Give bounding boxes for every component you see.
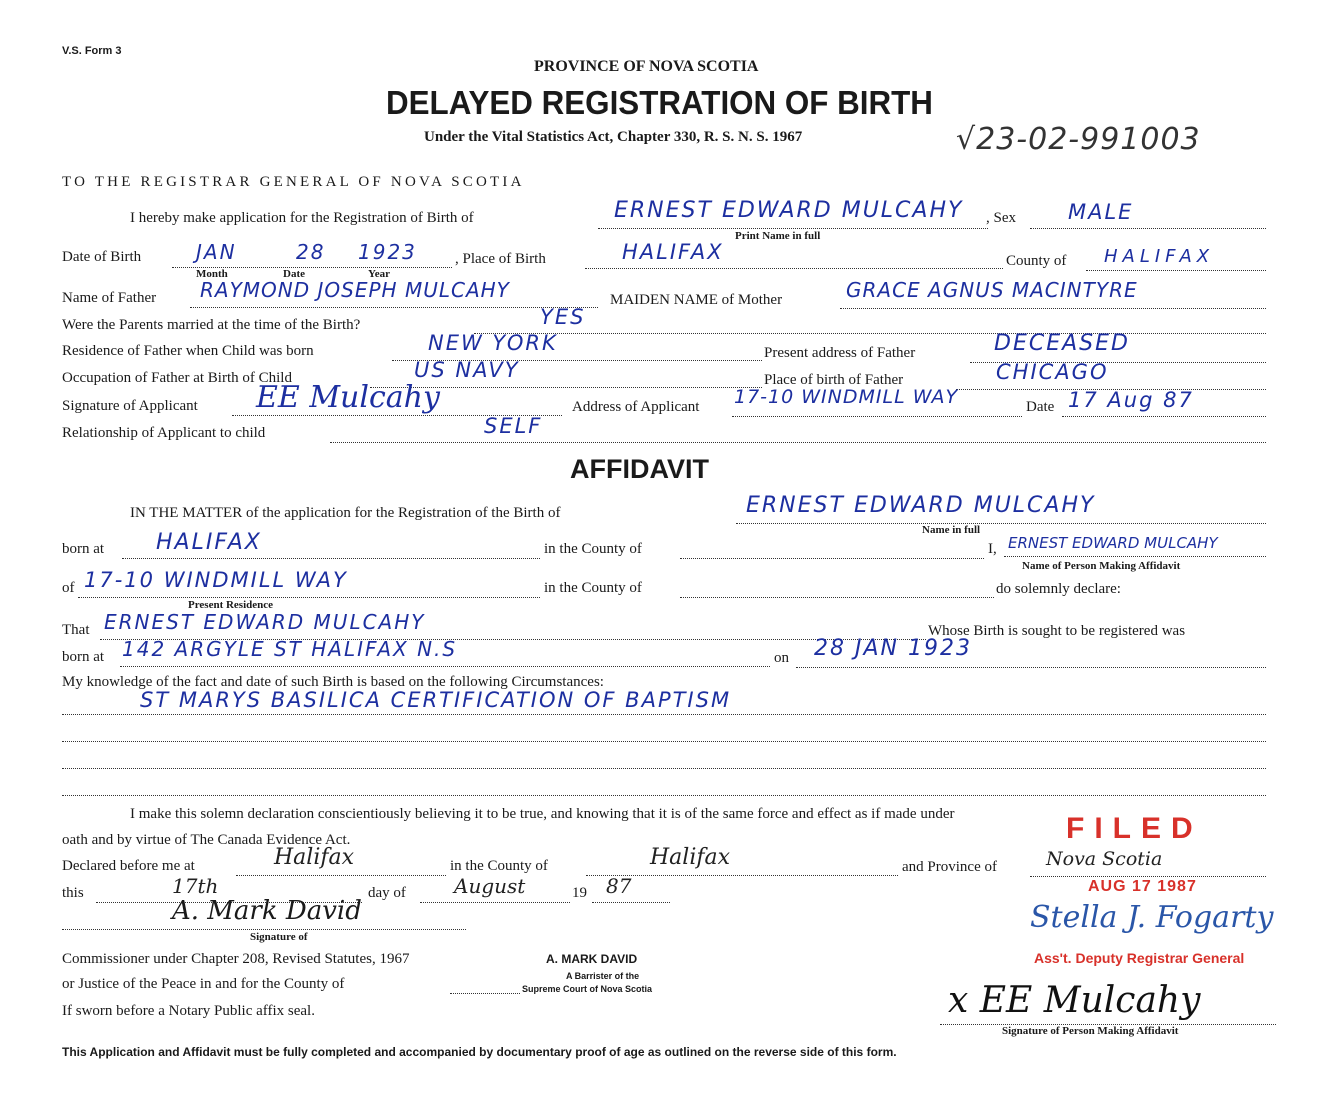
place-value: HALIFAX xyxy=(622,240,724,264)
month-line xyxy=(420,902,570,903)
dob-label: Date of Birth xyxy=(62,249,142,265)
married-value: YES xyxy=(540,305,586,329)
month-value: August xyxy=(454,874,526,898)
solemn-text-1: I make this solemn declaration conscientiously believing it to be true, and knowing that it is of the same force and effect as if made under xyxy=(130,806,955,822)
declarant-value: ERNEST EDWARD MULCAHY xyxy=(1008,534,1218,552)
in-county-line-2 xyxy=(680,597,994,598)
signature-of-note: Signature of xyxy=(250,931,308,943)
justice-line xyxy=(450,993,520,994)
dob-year: 1923 xyxy=(358,240,417,264)
married-label: Were the Parents married at the time of the Birth? xyxy=(62,317,361,333)
born-at-value: HALIFAX xyxy=(156,530,262,555)
affiant-signature: x EE Mulcahy xyxy=(948,980,1201,1021)
declarant-note: Name of Person Making Affidavit xyxy=(1022,560,1181,572)
declared-county-line xyxy=(586,875,898,876)
that-name: ERNEST EDWARD MULCAHY xyxy=(104,610,426,634)
affidavit-heading: AFFIDAVIT xyxy=(570,454,709,484)
matter-name: ERNEST EDWARD MULCAHY xyxy=(746,493,1096,518)
commissioner-text: Commissioner under Chapter 208, Revised Statutes, 1967 xyxy=(62,951,410,967)
filed-date: AUG 17 1987 xyxy=(1088,878,1197,895)
this-label: this xyxy=(62,885,84,901)
relationship-line xyxy=(330,442,1266,443)
matter-line xyxy=(736,523,1266,524)
county-value: HALIFAX xyxy=(1104,246,1215,267)
on-line xyxy=(796,667,1266,668)
circumstances-line-3 xyxy=(62,768,1266,769)
filed-stamp: FILED xyxy=(1066,812,1203,845)
knowledge-label: My knowledge of the fact and date of such Birth is based on the following Circumstances: xyxy=(62,674,604,690)
applicant-signature: EE Mulcahy xyxy=(256,380,440,415)
signature-label: Signature of Applicant xyxy=(62,398,198,414)
dob-month: JAN xyxy=(196,240,237,264)
subtitle: Under the Vital Statistics Act, Chapter 330, R. S. N. S. 1967 xyxy=(424,129,803,145)
county-label-2: in the County of xyxy=(450,858,548,874)
born-at-label-2: born at xyxy=(62,649,105,665)
in-county-label-2: in the County of xyxy=(544,580,642,596)
of-label: of xyxy=(62,580,75,596)
print-name-note: Print Name in full xyxy=(735,230,821,242)
stamp-name: A. MARK DAVID xyxy=(546,952,638,966)
declarant-line xyxy=(1004,556,1266,557)
circumstances-value: ST MARYS BASILICA CERTIFICATION OF BAPTISM xyxy=(140,688,732,712)
declared-county-value: Halifax xyxy=(650,845,731,870)
province-heading: PROVINCE OF NOVA SCOTIA xyxy=(534,58,759,75)
mother-label: MAIDEN NAME of Mother xyxy=(610,292,783,308)
place-line xyxy=(585,268,1003,269)
father-line xyxy=(190,307,598,308)
declared-province-value: Nova Scotia xyxy=(1046,848,1163,870)
mother-value: GRACE AGNUS MACINTYRE xyxy=(846,278,1138,302)
intro-label: I hereby make application for the Registration of Birth of xyxy=(130,210,474,226)
year-suffix: 87 xyxy=(606,874,632,898)
father-label: Name of Father xyxy=(62,290,157,306)
justice-text: or Justice of the Peace in and for the County of xyxy=(62,976,345,992)
born-at-value-2: 142 ARGYLE ST HALIFAX N.S xyxy=(122,637,458,661)
residence-line xyxy=(78,597,540,598)
county-line xyxy=(1086,270,1266,271)
province-line xyxy=(1030,876,1266,877)
born-on-value: 28 JAN 1923 xyxy=(814,636,972,661)
residence-note: Present Residence xyxy=(188,599,274,611)
form-number: V.S. Form 3 xyxy=(62,45,122,57)
in-county-label: in the County of xyxy=(544,541,642,557)
born-at-line-2 xyxy=(120,666,770,667)
declared-label: Declared before me at xyxy=(62,858,195,874)
father-value: RAYMOND JOSEPH MULCAHY xyxy=(200,278,510,302)
born-at-label: born at xyxy=(62,541,105,557)
stamp-line-1: A Barrister of the xyxy=(566,971,640,981)
present-address-label: Present address of Father xyxy=(764,345,916,361)
commissioner-signature-line xyxy=(62,929,466,930)
name-in-full-note: Name in full xyxy=(922,524,981,536)
child-name: ERNEST EDWARD MULCAHY xyxy=(614,198,964,223)
relationship-value: SELF xyxy=(484,414,543,438)
present-address-value: DECEASED xyxy=(994,331,1130,356)
declared-line xyxy=(236,875,446,876)
occupation-value: US NAVY xyxy=(414,358,520,382)
place-label: , Place of Birth xyxy=(455,251,546,267)
commissioner-signature: A. Mark David xyxy=(172,896,362,926)
dob-date: 28 xyxy=(296,240,326,264)
registrar-title: Ass't. Deputy Registrar General xyxy=(1034,950,1245,966)
circumstances-line-2 xyxy=(62,741,1266,742)
circumstances-line-4 xyxy=(62,795,1266,796)
date-line xyxy=(1062,416,1266,417)
circumstances-line-1 xyxy=(62,714,1266,715)
relationship-label: Relationship of Applicant to child xyxy=(62,425,266,441)
residence-label: Residence of Father when Child was born xyxy=(62,343,314,359)
i-label: I, xyxy=(988,541,997,557)
year-prefix: 19 xyxy=(572,885,587,901)
residence-value: NEW YORK xyxy=(428,331,558,355)
applicant-address-value: 17-10 WINDMILL WAY xyxy=(734,386,959,408)
registrar-signature: Stella J. Fogarty xyxy=(1030,900,1274,935)
footer-note: This Application and Affidavit must be fully completed and accompanied by documentary proof of age as outlined on the reverse side of this form. xyxy=(62,1045,897,1059)
sex-value: MALE xyxy=(1068,200,1134,224)
county-label: County of xyxy=(1006,253,1067,269)
mother-line xyxy=(840,308,1266,309)
notary-text: If sworn before a Notary Public affix seal. xyxy=(62,1003,315,1019)
matter-text: IN THE MATTER of the application for the Registration of the Birth of xyxy=(130,505,561,521)
father-birthplace-label: Place of birth of Father xyxy=(764,372,904,388)
in-county-line xyxy=(680,558,984,559)
year-note: Year xyxy=(368,268,390,280)
born-at-line xyxy=(122,558,540,559)
page-title: DELAYED REGISTRATION OF BIRTH xyxy=(386,84,933,121)
occupation-label: Occupation of Father at Birth of Child xyxy=(62,370,292,386)
solemn-text-2: oath and by virtue of The Canada Evidence Act. xyxy=(62,832,351,848)
date-label: Date xyxy=(1026,399,1055,415)
married-line xyxy=(474,333,1266,334)
applicant-address-label: Address of Applicant xyxy=(572,399,700,415)
father-birthplace-value: CHICAGO xyxy=(996,360,1109,384)
affiant-label: Signature of Person Making Affidavit xyxy=(1002,1025,1179,1037)
on-label: on xyxy=(774,650,789,666)
applicant-address-line xyxy=(732,416,1022,417)
declared-at-value: Halifax xyxy=(274,845,355,870)
addressee: TO THE REGISTRAR GENERAL OF NOVA SCOTIA xyxy=(62,174,525,190)
stamp-line-2: Supreme Court of Nova Scotia xyxy=(522,984,653,994)
province-label: and Province of xyxy=(902,859,997,875)
year-line xyxy=(592,902,670,903)
residence-value: 17-10 WINDMILL WAY xyxy=(84,568,348,592)
registration-number: √23-02-991003 xyxy=(956,122,1201,157)
date-value: 17 Aug 87 xyxy=(1068,388,1194,412)
sex-line xyxy=(1030,228,1266,229)
date-note: Date xyxy=(283,268,305,280)
that-label: That xyxy=(62,622,90,638)
day-value: 17th xyxy=(172,874,219,898)
day-of-label: day of xyxy=(368,885,406,901)
month-note: Month xyxy=(196,268,228,280)
whose-birth-label: Whose Birth is sought to be registered was xyxy=(928,623,1186,639)
child-name-line xyxy=(598,228,988,229)
sex-label: , Sex xyxy=(986,210,1016,226)
declare-label: do solemnly declare: xyxy=(996,581,1121,597)
